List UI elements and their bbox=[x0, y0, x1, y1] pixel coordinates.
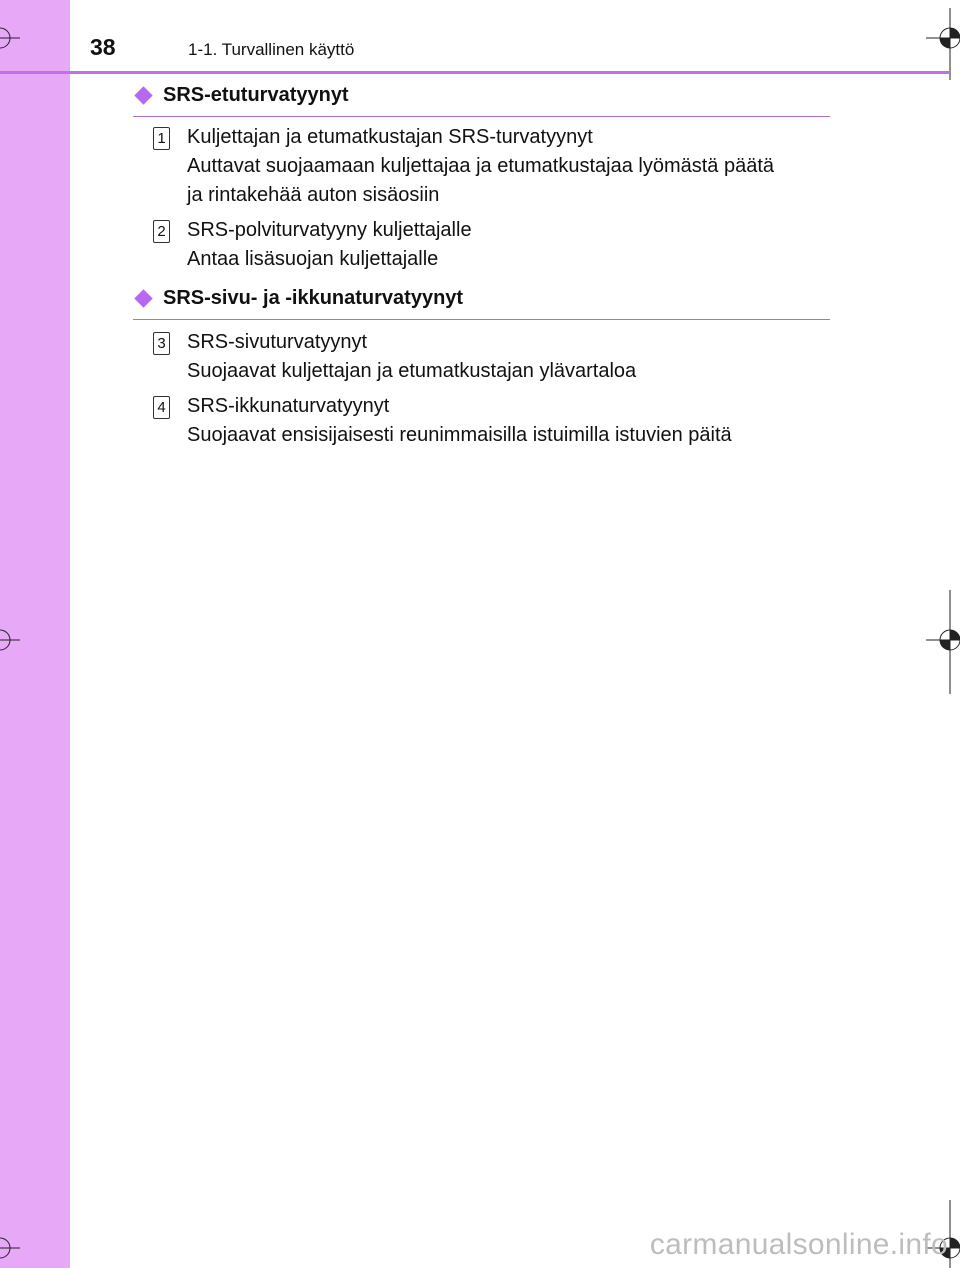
registration-mark-top-right-icon bbox=[926, 8, 960, 80]
registration-mark-middle-right-icon bbox=[926, 590, 960, 694]
item-description-line: ja rintakehää auton sisäosiin bbox=[187, 184, 440, 206]
registration-mark-top-left-icon bbox=[0, 18, 20, 58]
section-heading-front-airbags bbox=[133, 86, 830, 117]
item-number-badge: 3 bbox=[153, 332, 170, 355]
watermark: carmanualsonline.info bbox=[649, 1228, 948, 1261]
item-name: SRS-polviturvatyyny kuljettajalle bbox=[187, 219, 472, 241]
item-name: SRS-sivuturvatyynyt bbox=[187, 331, 368, 353]
header-rule bbox=[0, 71, 950, 74]
registration-mark-bottom-left-icon bbox=[0, 1228, 20, 1268]
section-heading-side-curtain-airbags bbox=[133, 289, 830, 320]
item-name: Kuljettajan ja etumatkustajan SRS-turvatyynyt bbox=[187, 126, 593, 148]
item-number-badge: 4 bbox=[153, 396, 170, 419]
page-number: 38 bbox=[90, 34, 116, 60]
item-number-badge: 1 bbox=[153, 127, 170, 150]
item-description-line: Suojaavat ensisijaisesti reunimmaisilla istuimilla istuvien päitä bbox=[187, 424, 732, 446]
item-name: SRS-ikkunaturvatyynyt bbox=[187, 395, 390, 417]
section-title: SRS-sivu- ja -ikkunaturvatyynyt bbox=[163, 287, 464, 309]
section-title: SRS-etuturvatyynyt bbox=[163, 84, 349, 106]
item-description-line: Auttavat suojaamaan kuljettajaa ja etumatkustajaa lyömästä päätä bbox=[187, 155, 775, 177]
diamond-bullet-icon bbox=[134, 86, 152, 104]
chapter-title: 1-1. Turvallinen käyttö bbox=[188, 40, 355, 59]
registration-mark-middle-left-icon bbox=[0, 620, 20, 660]
diamond-bullet-icon bbox=[134, 289, 152, 307]
item-description-line: Suojaavat kuljettajan ja etumatkustajan ylävartaloa bbox=[187, 360, 637, 382]
item-description-line: Antaa lisäsuojan kuljettajalle bbox=[187, 248, 439, 270]
item-number-badge: 2 bbox=[153, 220, 170, 243]
